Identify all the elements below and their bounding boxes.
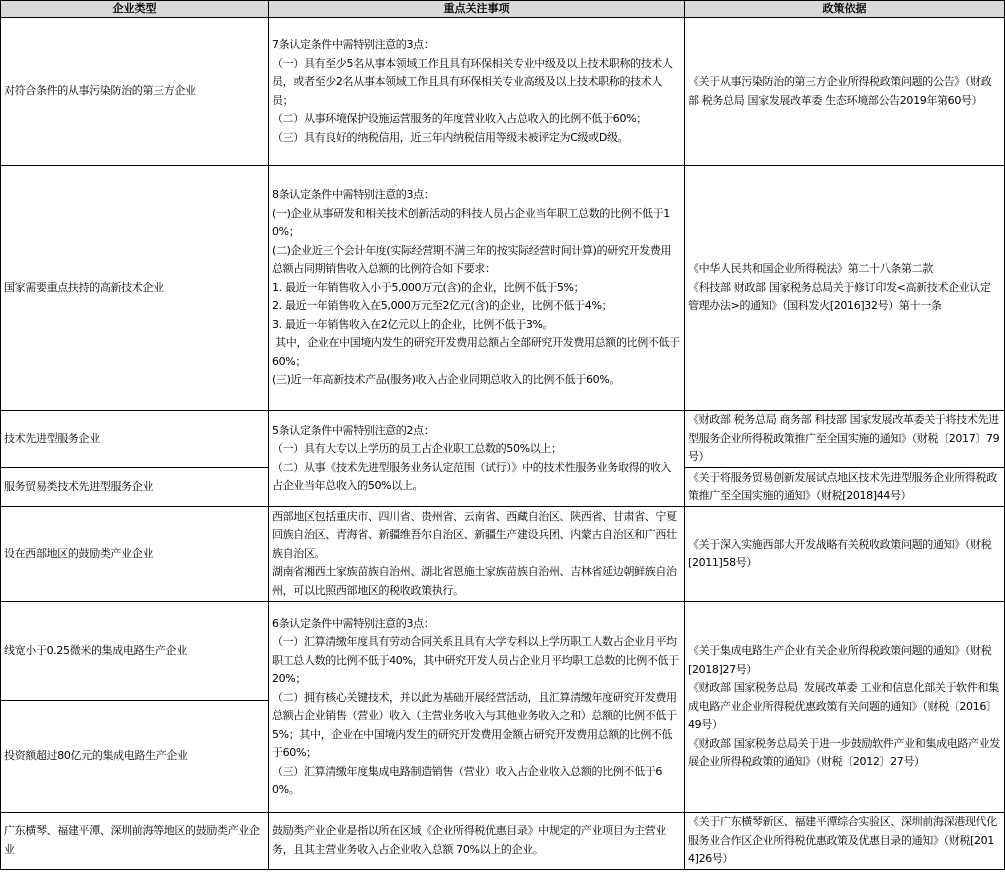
key-points-cell: 鼓励类产业企业是指以所在区域《企业所得税优惠目录》中规定的产业项目为主营业务，且其主营业务收入占企业收入总额 70%以上的企业。 [269,813,685,870]
key-points-cell: 5条认定条件中需特别注意的2点： （一）具有大专以上学历的员工占企业职工总数的50%以上； （二）从事《技术先进型服务业务认定范围（试行）》中的技术性服务业务取得的收入占企业当年总收入的50%以上。 [269,411,685,507]
policy-basis-cell: 《关于将服务贸易创新发展试点地区技术先进型服务企业所得税政策推广至全国实施的通知》（财税[2018]44号） [685,468,1005,507]
key-points-cell: 6条认定条件中需特别注意的3点： （一）汇算清缴年度具有劳动合同关系且具有大学专科以上学历职工人数占企业月平均职工总人数的比例不低于40%，其中研究开发人员占企业月平均职工总数的比例不低于20%； （二）拥有核心关键技术，并以此为基础开展经营活动，且汇算清缴年度研究开发费用总额占企业销售（营业）收入（主营业务收入与其他业务收入之和）总额的比例不低于5%；其中，企业在中国境内发生的研究开发费用金额占研究开发费用总额的比例不低于60%； （三）汇算清缴年度集成电路制造销售（营业）收入占企业收入总额的比例不低于60%。 [269,602,685,813]
header-key-points: 重点关注事项 [269,1,685,18]
header-policy-basis: 政策依据 [685,1,1005,18]
key-points-cell: 西部地区包括重庆市、四川省、贵州省、云南省、西藏自治区、陕西省、甘肃省、宁夏回族自治区、青海省、新疆维吾尔自治区、新疆生产建设兵团、内蒙古自治区和广西壮族自治区。 湖南省湘西土家族苗族自治州、湖北省恩施土家族苗族自治州、吉林省延边朝鲜族自治州，可以比照西部地区的税收政策执行。 [269,507,685,602]
policy-basis-cell: 《关于集成电路生产企业有关企业所得税政策问题的通知》（财税[2018]27号） 《财政部 国家税务总局 发展改革委 工业和信息化部关于软件和集成电路产业企业所得税优惠政策有关问题的通知》（财税〔2016〕49号） 《财政部 国家税务总局关于进一步鼓励软件产业和集成电路产业发展企业所得税政策的通知》（财税〔2012〕27号） [685,602,1005,813]
key-points-cell: 8条认定条件中需特别注意的3点： (一)企业从事研发和相关技术创新活动的科技人员占企业当年职工总数的比例不低于10%； (二)企业近三个会计年度(实际经营期不满三年的按实际经营时间计算)的研究开发费用总额占同期销售收入总额的比例符合如下要求： 1. 最近一年销售收入小于5,000万元(含)的企业，比例不低于5%； 2. 最近一年销售收入在5,000万元至2亿元(含)的企业，比例不低于4%； 3. 最近一年销售收入在2亿元以上的企业，比例不低于3%。 其中，企业在中国境内发生的研究开发费用总额占全部研究开发费用总额的比例不低于60%； (三)近一年高新技术产品(服务)收入占企业同期总收入的比例不低于60%。 [269,166,685,411]
enterprise-type-cell: 对符合条件的从事污染防治的第三方企业 [1,18,269,166]
table-row [1,18,1005,166]
policy-basis-cell: 《关于从事污染防治的第三方企业所得税政策问题的公告》（财政部 税务总局 国家发展改革委 生态环境部公告2019年第60号） [685,18,1005,166]
policy-basis-cell: 《财政部 税务总局 商务部 科技部 国家发展改革委关于将技术先进型服务企业所得税政策推广至全国实施的通知》（财税〔2017〕79号） [685,411,1005,468]
header-row [1,1,1005,18]
header-enterprise-type: 企业类型 [1,1,269,18]
policy-basis-cell: 《关于深入实施西部大开发战略有关税收政策问题的通知》（财税[2011]58号） [685,507,1005,602]
table-row [1,411,1005,468]
enterprise-type-cell: 国家需要重点扶持的高新技术企业 [1,166,269,411]
policy-basis-cell: 《关于广东横琴新区、福建平潭综合实验区、深圳前海深港现代化服务业合作区企业所得税优惠政策及优惠目录的通知》（财税[2014]26号） [685,813,1005,870]
enterprise-type-cell: 广东横琴、福建平潭、深圳前海等地区的鼓励类产业企业 [1,813,269,870]
policy-basis-cell: 《中华人民共和国企业所得税法》第二十八条第二款 《科技部 财政部 国家税务总局关于修订印发<高新技术企业认定管理办法>的通知》（国科发火[2016]32号）第十一条 [685,166,1005,411]
table-row [1,813,1005,870]
key-points-cell: 7条认定条件中需特别注意的3点： （一）具有至少5名从事本领域工作且具有环保相关专业中级及以上技术职称的技术人员，或者至少2名从事本领域工作且具有环保相关专业高级及以上技术职称的技术人员； （二）从事环境保护设施运营服务的年度营业收入占总收入的比例不低于60%； （三）具有良好的纳税信用，近三年内纳税信用等级未被评定为C级或D级。 [269,18,685,166]
enterprise-type-cell: 设在西部地区的鼓励类产业企业 [1,507,269,602]
table-row [1,602,1005,701]
enterprise-type-cell: 技术先进型服务企业 [1,411,269,468]
enterprise-type-cell: 投资额超过80亿元的集成电路生产企业 [1,701,269,813]
enterprise-type-cell: 服务贸易类技术先进型服务企业 [1,468,269,507]
enterprise-type-cell: 线宽小于0.25微米的集成电路生产企业 [1,602,269,701]
table-row [1,507,1005,602]
table-row [1,166,1005,411]
